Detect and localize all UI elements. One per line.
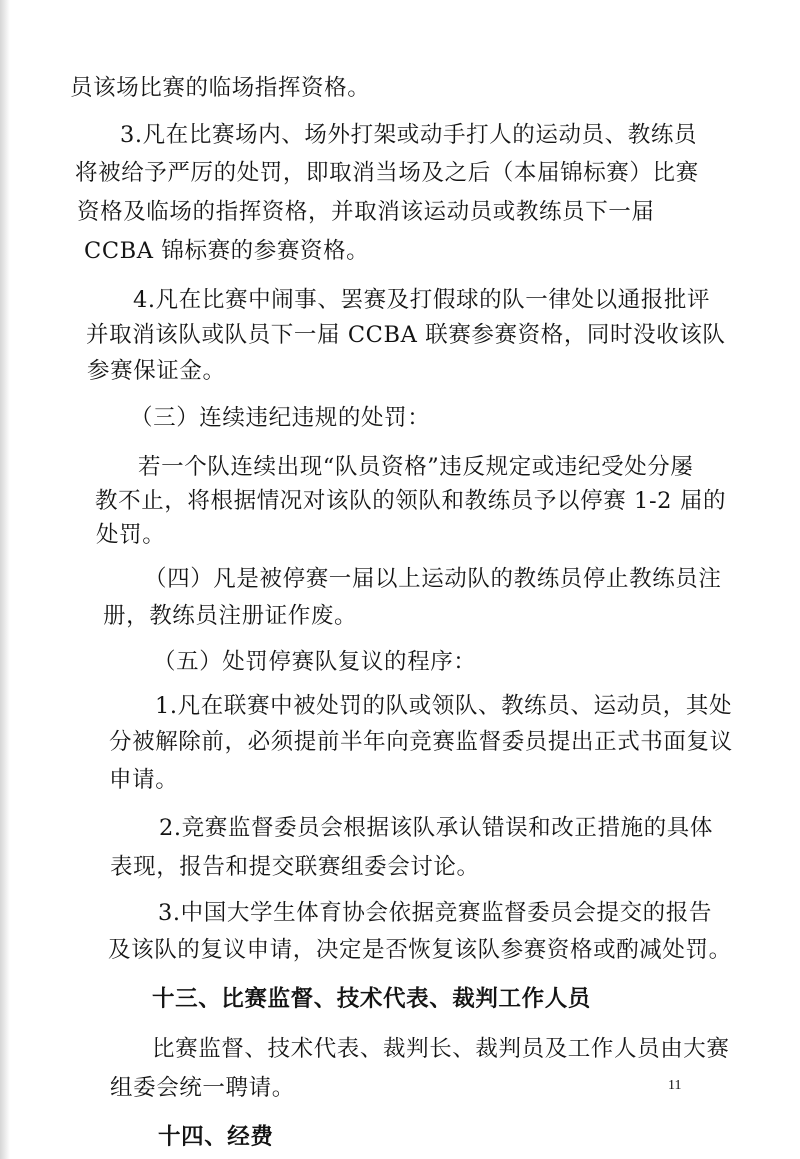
text-line-7: 并取消该队或队员下一届 CCBA 联赛参赛资格，同时没收该队: [86, 322, 726, 348]
text-line-12: 处罚。: [96, 522, 166, 548]
text-line-17: 分被解除前，必须提前半年向竞赛监督委员提出正式书面复议: [109, 729, 733, 755]
text-line-11: 教不止，将根据情况对该队的领队和教练员予以停赛 1-2 届的: [95, 488, 727, 514]
page-number: 11: [668, 1078, 682, 1093]
text-line-19: 2.竞赛监督委员会根据该队承认错误和改正措施的具体: [159, 815, 713, 841]
text-line-18: 申请。: [109, 767, 179, 793]
section-heading-14: 十四、经费: [158, 1124, 274, 1150]
text-line-8: 参赛保证金。: [87, 358, 226, 384]
text-line-21: 3.中国大学生体育协会依据竞赛监督委员会提交的报告: [158, 900, 712, 926]
text-line-16: 1.凡在联赛中被处罚的队或领队、教练员、运动员，其处: [155, 693, 733, 719]
text-line-5: CCBA 锦标赛的参赛资格。: [84, 238, 370, 264]
text-line-22: 及该队的复议申请，决定是否恢复该队参赛资格或酌减处罚。: [108, 937, 732, 963]
text-line-1: 员该场比赛的临场指挥资格。: [70, 75, 371, 101]
text-line-10: 若一个队连续出现“队员资格”违反规定或违纪受处分屡: [138, 454, 694, 480]
text-line-24: 比赛监督、技术代表、裁判长、裁判员及工作人员由大赛: [152, 1036, 730, 1062]
text-line-2: 3.凡在比赛场内、场外打架或动手打人的运动员、教练员: [120, 122, 698, 148]
section-heading-13: 十三、比赛监督、技术代表、裁判工作人员: [152, 986, 591, 1012]
text-line-3: 将被给予严厉的处罚，即取消当场及之后（本届锦标赛）比赛: [75, 160, 699, 186]
text-line-14: 册，教练员注册证作废。: [103, 603, 358, 629]
text-line-25: 组委会统一聘请。: [110, 1075, 295, 1101]
scan-edge-shadow: [0, 0, 10, 1159]
text-line-4: 资格及临场的指挥资格，并取消该运动员或教练员下一届: [77, 199, 655, 225]
text-line-9: （三）连续违纪违规的处罚：: [130, 405, 431, 431]
text-line-15: （五）处罚停赛队复议的程序：: [153, 649, 477, 675]
text-line-13: （四）凡是被停赛一届以上运动队的教练员停止教练员注: [144, 566, 722, 592]
text-line-6: 4.凡在比赛中闹事、罢赛及打假球的队一律处以通报批评: [133, 287, 711, 313]
text-line-20: 表现，报告和提交联赛组委会讨论。: [110, 854, 480, 880]
